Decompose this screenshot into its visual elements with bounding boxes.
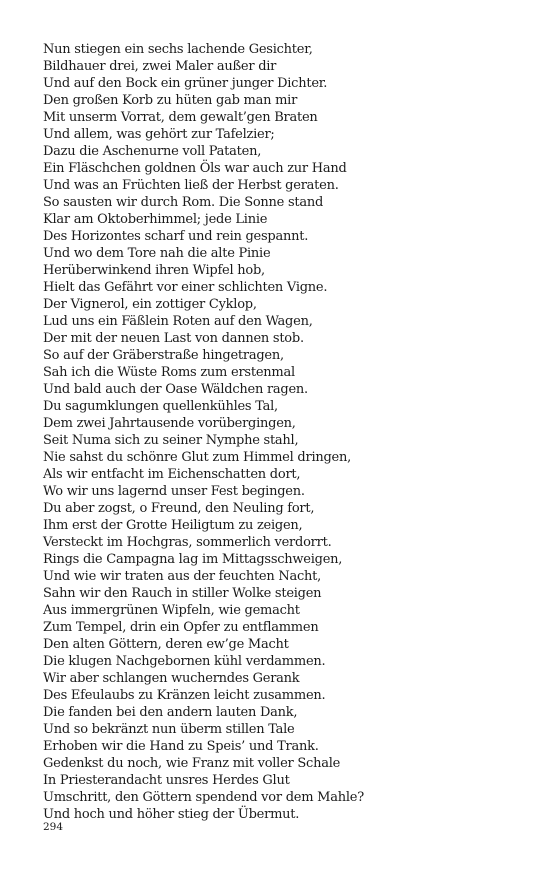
poem-line: Du aber zogst, o Freund, den Neuling fort,: [43, 501, 315, 516]
poem-line: Und auf den Bock ein grüner junger Dichter.: [43, 76, 328, 91]
poem-line: Seit Numa sich zu seiner Nymphe stahl,: [43, 433, 299, 448]
poem-line: Und wie wir traten aus der feuchten Nacht,: [43, 569, 322, 584]
poem-line: So sausten wir durch Rom. Die Sonne stand: [43, 195, 324, 210]
poem-line: Erhoben wir die Hand zu Speis’ und Trank.: [43, 739, 319, 754]
poem-line: Und hoch und höher stieg der Übermut.: [43, 807, 300, 822]
poem-line: Gedenkst du noch, wie Franz mit voller Schale: [43, 756, 341, 771]
poem-line: Des Horizontes scharf und rein gespannt.: [43, 229, 309, 244]
poem-line: Zum Tempel, drin ein Opfer zu entflammen: [43, 620, 319, 635]
poem-line: Sahn wir den Rauch in stiller Wolke steigen: [43, 586, 322, 601]
poem-line: Ein Fläschchen goldnen Öls war auch zur Hand: [43, 161, 347, 176]
page-number: 294: [43, 821, 64, 833]
poem-line: Lud uns ein Fäßlein Roten auf den Wagen,: [43, 314, 313, 329]
poem-line: Den großen Korb zu hüten gab man mir: [43, 93, 298, 108]
poem-line: Und bald auch der Oase Wäldchen ragen.: [43, 382, 308, 397]
poem-text: [43, 41, 523, 823]
poem-line: In Priesterandacht unsres Herdes Glut: [43, 773, 290, 788]
poem-line: Wo wir uns lagernd unser Fest begingen.: [43, 484, 305, 499]
poem-line: Dazu die Aschenurne voll Pataten,: [43, 144, 262, 159]
poem-line: Des Efeulaubs zu Kränzen leicht zusammen.: [43, 688, 326, 703]
poem-line: Du sagumklungen quellenkühles Tal,: [43, 399, 278, 414]
poem-line: Aus immergrünen Wipfeln, wie gemacht: [43, 603, 300, 618]
poem-line: Der mit der neuen Last von dannen stob.: [43, 331, 304, 346]
poem-line: Herüberwinkend ihren Wipfel hob,: [43, 263, 265, 278]
poem-line: Nie sahst du schönre Glut zum Himmel dringen,: [43, 450, 351, 465]
poem-line: Die klugen Nachgebornen kühl verdammen.: [43, 654, 326, 669]
poem-line: Wir aber schlangen wucherndes Gerank: [43, 671, 300, 686]
poem-line: Dem zwei Jahrtausende vorübergingen,: [43, 416, 296, 431]
poem-line: Klar am Oktoberhimmel; jede Linie: [43, 212, 268, 227]
poem-line: Hielt das Gefährt vor einer schlichten Vigne.: [43, 280, 328, 295]
poem-line: Nun stiegen ein sechs lachende Gesichter,: [43, 42, 313, 57]
poem-line: Und so bekränzt nun überm stillen Tale: [43, 722, 295, 737]
poem-line: Als wir entfacht im Eichenschatten dort,: [43, 467, 301, 482]
poem-line: Versteckt im Hochgras, sommerlich verdorrt.: [43, 535, 332, 550]
poem-line: Und was an Früchten ließ der Herbst geraten.: [43, 178, 339, 193]
poem-line: Bildhauer drei, zwei Maler außer dir: [43, 59, 277, 74]
poem-line: Der Vignerol, ein zottiger Cyklop,: [43, 297, 257, 312]
poem-line: Den alten Göttern, deren ew’ge Macht: [43, 637, 289, 652]
poem-line: Sah ich die Wüste Roms zum erstenmal: [43, 365, 295, 380]
poem-line: Und allem, was gehört zur Tafelzier;: [43, 127, 275, 142]
poem-line: So auf der Gräberstraße hingetragen,: [43, 348, 284, 363]
poem-line: Umschritt, den Göttern spendend vor dem Mahle?: [43, 790, 364, 805]
poem-line: Rings die Campagna lag im Mittagsschweigen,: [43, 552, 343, 567]
poem-line: Die fanden bei den andern lauten Dank,: [43, 705, 298, 720]
poem-line: Mit unserm Vorrat, dem gewalt’gen Braten: [43, 110, 318, 125]
poem-line: Ihm erst der Grotte Heiligtum zu zeigen,: [43, 518, 303, 533]
poem-line: Und wo dem Tore nah die alte Pinie: [43, 246, 271, 261]
